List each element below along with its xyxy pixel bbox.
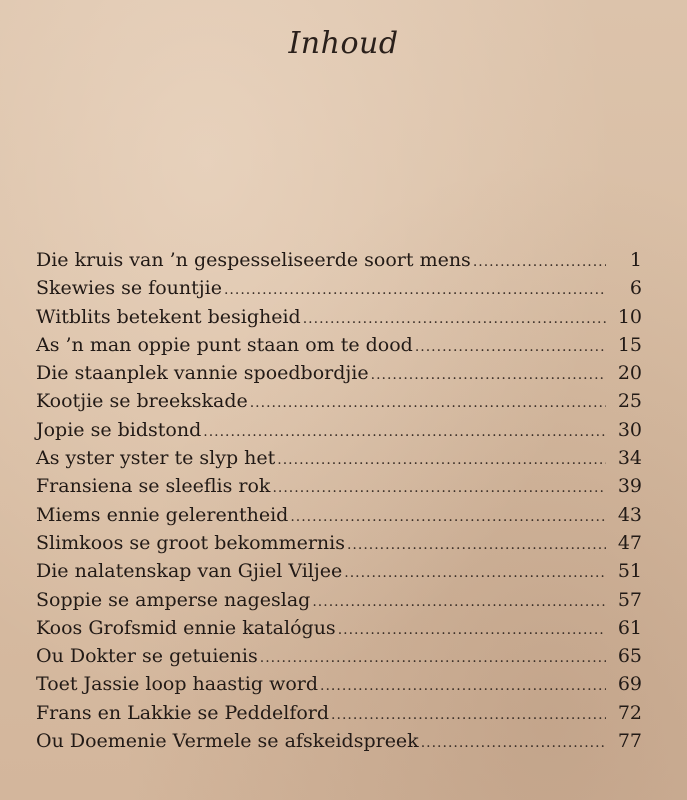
toc-entry — [36, 501, 642, 529]
toc-entry — [36, 670, 642, 698]
dot-leader — [312, 588, 606, 616]
toc-entry — [36, 529, 642, 557]
toc-page-number: 20 — [617, 362, 642, 385]
page-title: Inhoud — [288, 26, 399, 61]
toc-entry — [36, 444, 642, 472]
toc-entry — [36, 274, 642, 302]
toc-entry — [36, 246, 642, 274]
toc-page-number: 51 — [617, 560, 642, 583]
toc-entry — [36, 586, 642, 614]
toc-entry-title: Die staanplek vannie spoedbordjie — [36, 362, 369, 385]
dot-leader — [303, 305, 606, 333]
toc-entry-title: Skewies se fountjie — [36, 277, 222, 300]
toc-entry — [36, 359, 642, 387]
dot-leader — [290, 503, 606, 531]
toc-entry-title: As ’n man oppie punt staan om te dood — [36, 333, 413, 356]
dot-leader — [320, 672, 606, 700]
dot-leader — [344, 559, 606, 587]
toc-page-number: 47 — [617, 531, 642, 554]
toc-page-number: 1 — [629, 249, 642, 271]
dot-leader — [421, 729, 606, 757]
toc-entry-title: Miems ennie gelerentheid — [36, 503, 289, 526]
toc-entry — [36, 642, 642, 670]
toc-entry — [36, 472, 642, 500]
dot-leader — [347, 531, 606, 559]
toc-entry-title: Fransiena se sleeflis rok — [36, 475, 271, 498]
toc-entry — [36, 614, 642, 642]
toc-page-number: 39 — [617, 475, 642, 498]
toc-page-number: 10 — [617, 305, 642, 328]
toc-entry — [36, 416, 642, 444]
dot-leader — [473, 248, 606, 276]
toc-entry-title: Witblits betekent besigheid — [36, 305, 301, 328]
toc-entry — [36, 331, 642, 359]
toc-entry-title: Toet Jassie loop haastig word — [36, 673, 319, 696]
toc-entry-title: Kootjie se breekskade — [36, 390, 248, 413]
toc-page-number: 43 — [617, 503, 642, 526]
table-of-contents — [36, 246, 642, 755]
toc-entry-title: Soppie se amperse nageslag — [36, 588, 311, 611]
toc-page-number: 6 — [629, 277, 642, 300]
dot-leader — [250, 389, 606, 417]
dot-leader — [371, 361, 606, 389]
dot-leader — [415, 333, 606, 361]
dot-leader — [203, 418, 606, 446]
toc-page-number: 15 — [617, 333, 642, 356]
dot-leader — [338, 616, 606, 644]
toc-entry — [36, 727, 642, 755]
toc-entry-title: Slimkoos se groot bekommernis — [36, 531, 345, 554]
toc-page-number: 25 — [617, 390, 642, 413]
toc-entry-title: Jopie se bidstond — [36, 418, 202, 441]
toc-page-number: 65 — [617, 645, 642, 668]
toc-entry-title: Koos Grofsmid ennie katalógus — [36, 616, 336, 639]
dot-leader — [272, 474, 606, 502]
toc-entry-title: Ou Doemenie Vermele se afskeidspreek — [36, 730, 419, 753]
toc-entry-title: Ou Dokter se getuienis — [36, 645, 258, 668]
toc-page-number: 30 — [617, 418, 642, 441]
dot-leader — [277, 446, 606, 474]
dot-leader — [331, 701, 606, 729]
toc-page-number: 77 — [617, 730, 642, 753]
toc-entry-title: Die kruis van ’n gespesseliseerde soort mens — [36, 249, 471, 271]
toc-entry-title: Die nalatenskap van Gjiel Viljee — [36, 560, 343, 583]
dot-leader — [224, 276, 606, 304]
toc-entry — [36, 387, 642, 415]
toc-page-number: 57 — [617, 588, 642, 611]
toc-page-number: 34 — [617, 447, 642, 470]
toc-entry — [36, 303, 642, 331]
toc-page-number: 61 — [617, 616, 642, 639]
toc-page-number: 72 — [617, 701, 642, 724]
toc-page-number: 69 — [617, 673, 642, 696]
dot-leader — [260, 644, 606, 672]
toc-entry — [36, 557, 642, 585]
toc-entry-title: As yster yster te slyp het — [36, 447, 276, 470]
toc-entry — [36, 699, 642, 727]
toc-entry-title: Frans en Lakkie se Peddelford — [36, 701, 330, 724]
